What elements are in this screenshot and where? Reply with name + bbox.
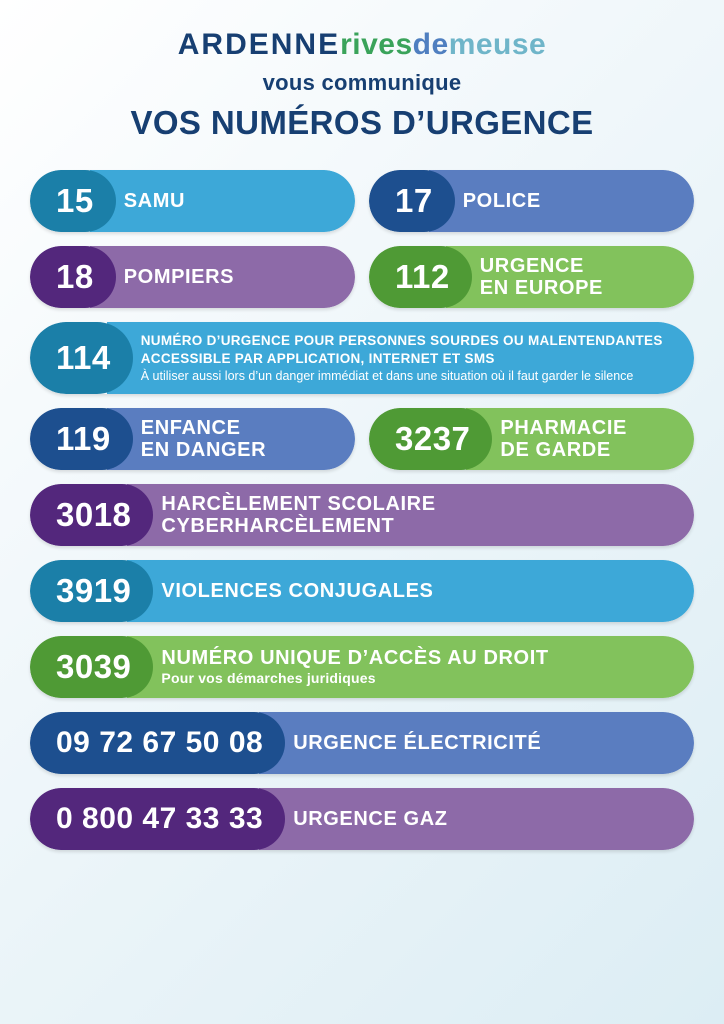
emergency-number: 3919 xyxy=(30,560,153,622)
emergency-pill[interactable] xyxy=(30,788,694,850)
emergency-label xyxy=(127,560,694,622)
emergency-number: 119 xyxy=(30,408,133,470)
emergency-pill[interactable] xyxy=(369,408,694,470)
emergency-pill[interactable] xyxy=(30,484,694,546)
emergency-number: 17 xyxy=(369,170,455,232)
emergency-label-line2: ACCESSIBLE PAR APPLICATION, INTERNET ET SMS xyxy=(140,351,495,366)
emergency-label-line1: NUMÉRO D’URGENCE POUR PERSONNES SOURDES OU MALENTENDANTES xyxy=(140,332,663,348)
emergency-row xyxy=(30,170,694,232)
emergency-label-line1: URGENCE GAZ xyxy=(293,807,448,830)
emergency-pill[interactable] xyxy=(30,408,355,470)
emergency-number: 3237 xyxy=(369,408,492,470)
brand-word-de: de xyxy=(412,28,449,61)
emergency-label-subtitle: Pour vos démarches juridiques xyxy=(161,670,376,687)
emergency-label xyxy=(107,408,355,470)
emergency-number: 09 72 67 50 08 xyxy=(30,712,285,774)
emergency-label xyxy=(259,712,694,774)
emergency-number: 3039 xyxy=(30,636,153,698)
emergency-row xyxy=(30,560,694,622)
emergency-label xyxy=(259,788,694,850)
page-title: VOS NUMÉROS D’URGENCE xyxy=(130,104,594,141)
emergency-number: 114 xyxy=(30,322,133,394)
emergency-label-line2: DE GARDE xyxy=(500,439,611,461)
emergency-row xyxy=(30,484,694,546)
emergency-number: 3018 xyxy=(30,484,153,546)
emergency-row xyxy=(30,322,694,394)
emergency-pill[interactable] xyxy=(30,246,355,308)
emergency-row xyxy=(30,636,694,698)
emergency-label-line1: NUMÉRO UNIQUE D’ACCÈS AU DROIT xyxy=(161,646,549,669)
emergency-label-line1: URGENCE ÉLECTRICITÉ xyxy=(293,731,542,754)
emergency-number-list xyxy=(0,170,724,850)
emergency-number: 18 xyxy=(30,246,116,308)
emergency-label-line1: SAMU xyxy=(123,189,186,212)
emergency-pill[interactable] xyxy=(30,636,694,698)
brand-word-ardenne: ARDENNE xyxy=(177,28,341,61)
emergency-label xyxy=(127,636,694,698)
emergency-label xyxy=(429,170,694,232)
emergency-label xyxy=(107,322,694,394)
poster-subtitle: vous communique xyxy=(262,70,462,95)
emergency-label xyxy=(127,484,694,546)
emergency-row xyxy=(30,712,694,774)
emergency-row xyxy=(30,408,694,470)
emergency-label-line2: EN DANGER xyxy=(140,439,267,461)
emergency-label-line3: À utiliser aussi lors d’un danger immédiat et dans une situation où il faut garder le silence xyxy=(140,369,634,384)
emergency-label xyxy=(466,408,694,470)
brand-word-rives: rives xyxy=(340,28,413,61)
emergency-number: 112 xyxy=(369,246,472,308)
emergency-label-line1: POMPIERS xyxy=(123,265,235,288)
brand-title xyxy=(0,30,724,60)
emergency-pill[interactable] xyxy=(30,560,694,622)
emergency-row xyxy=(30,246,694,308)
emergency-pill[interactable] xyxy=(369,170,694,232)
emergency-pill[interactable] xyxy=(30,170,355,232)
emergency-pill[interactable] xyxy=(369,246,694,308)
emergency-label-line1: URGENCE xyxy=(479,254,584,277)
emergency-label-line1: PHARMACIE xyxy=(500,416,627,439)
emergency-label xyxy=(90,170,355,232)
brand-word-meuse: meuse xyxy=(448,28,547,61)
emergency-label-line1: VIOLENCES CONJUGALES xyxy=(161,579,434,602)
emergency-label xyxy=(90,246,355,308)
emergency-label-line1: HARCÈLEMENT SCOLAIRE xyxy=(161,492,436,515)
emergency-pill[interactable] xyxy=(30,712,694,774)
emergency-label xyxy=(446,246,694,308)
emergency-number: 0 800 47 33 33 xyxy=(30,788,285,850)
emergency-row xyxy=(30,788,694,850)
emergency-label-line1: ENFANCE xyxy=(140,416,241,439)
poster-header xyxy=(0,0,724,142)
emergency-number: 15 xyxy=(30,170,116,232)
emergency-label-line2: EN EUROPE xyxy=(479,277,603,299)
emergency-label-line1: POLICE xyxy=(462,189,541,212)
emergency-label-line2: CYBERHARCÈLEMENT xyxy=(161,515,395,537)
emergency-pill[interactable] xyxy=(30,322,694,394)
